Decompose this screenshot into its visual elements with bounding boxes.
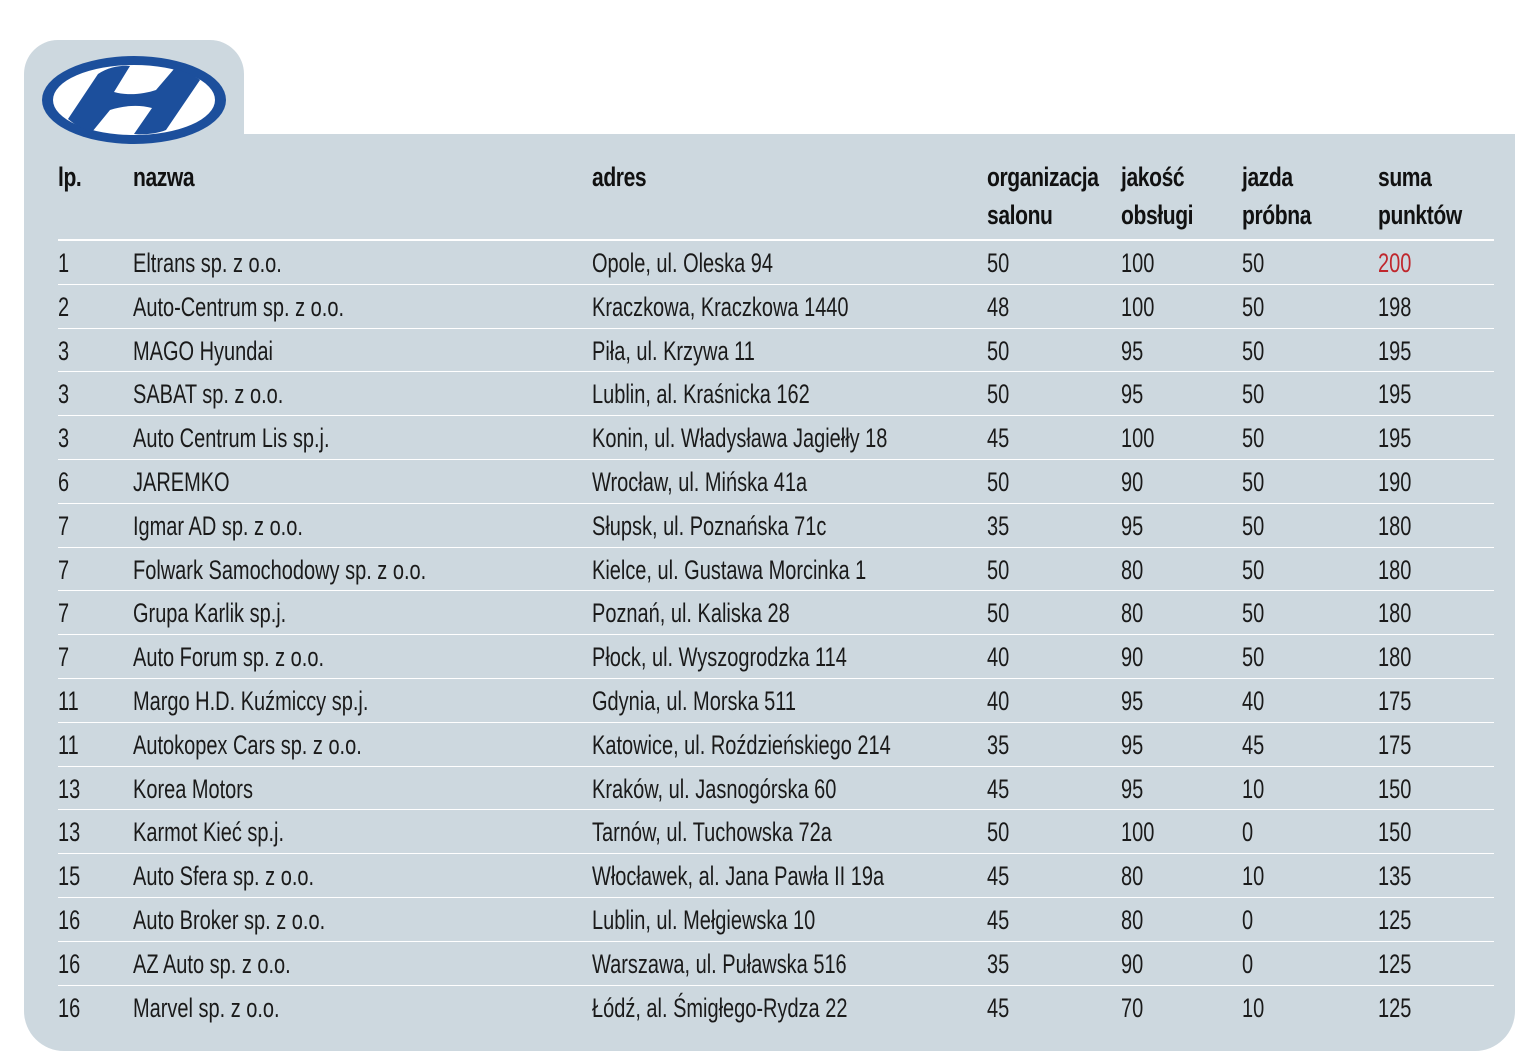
cell-jakosc: 95 <box>1121 729 1144 760</box>
cell-suma: 180 <box>1378 598 1412 629</box>
cell-lp: 11 <box>58 685 79 716</box>
cell-nazwa: Folwark Samochodowy sp. z o.o. <box>133 554 427 585</box>
cell-jakosc: 90 <box>1121 466 1144 497</box>
table-row <box>58 810 1494 854</box>
cell-jakosc: 90 <box>1121 948 1144 979</box>
cell-suma: 125 <box>1378 948 1412 979</box>
cell-organizacja: 40 <box>987 642 1010 673</box>
cell-nazwa: SABAT sp. z o.o. <box>133 379 284 410</box>
cell-lp: 1 <box>58 248 70 278</box>
cell-adres: Warszawa, ul. Puławska 516 <box>592 948 847 979</box>
cell-nazwa: AZ Auto sp. z o.o. <box>133 948 291 979</box>
cell-nazwa: Autokopex Cars sp. z o.o. <box>133 729 362 760</box>
cell-adres: Tarnów, ul. Tuchowska 72a <box>592 817 832 848</box>
header-nazwa: nazwa <box>133 162 195 192</box>
cell-organizacja: 50 <box>987 248 1010 278</box>
table-row <box>58 504 1494 548</box>
table-row <box>58 548 1494 592</box>
table-row <box>58 241 1494 285</box>
cell-adres: Włocławek, al. Jana Pawła II 19a <box>592 861 885 892</box>
cell-jakosc: 100 <box>1121 248 1155 278</box>
cell-jazda: 10 <box>1242 773 1265 804</box>
table-row <box>58 898 1494 942</box>
cell-jazda: 50 <box>1242 379 1265 410</box>
cell-jazda: 50 <box>1242 598 1265 629</box>
cell-organizacja: 45 <box>987 861 1010 892</box>
cell-organizacja: 35 <box>987 948 1010 979</box>
cell-adres: Łódź, al. Śmigłego-Rydza 22 <box>592 992 848 1023</box>
cell-suma: 198 <box>1378 291 1412 322</box>
header-organizacja <box>987 158 1099 234</box>
cell-organizacja: 45 <box>987 992 1010 1023</box>
cell-lp: 16 <box>58 992 81 1023</box>
cell-jakosc: 95 <box>1121 379 1144 410</box>
table-row <box>58 460 1494 504</box>
cell-jazda: 50 <box>1242 466 1265 497</box>
cell-jazda: 50 <box>1242 642 1265 673</box>
cell-suma: 180 <box>1378 554 1412 585</box>
cell-suma: 180 <box>1378 642 1412 673</box>
hyundai-logo <box>36 50 232 150</box>
cell-nazwa: Auto Sfera sp. z o.o. <box>133 861 315 892</box>
table-row <box>58 854 1494 898</box>
cell-organizacja: 35 <box>987 729 1010 760</box>
cell-jakosc: 95 <box>1121 773 1144 804</box>
cell-adres: Gdynia, ul. Morska 511 <box>592 685 796 716</box>
cell-adres: Piła, ul. Krzywa 11 <box>592 335 755 366</box>
cell-lp: 11 <box>58 729 79 760</box>
header-org-line1: organizacja <box>987 162 1099 192</box>
cell-jakosc: 95 <box>1121 685 1144 716</box>
table-header <box>58 152 1494 241</box>
cell-nazwa: Korea Motors <box>133 773 253 804</box>
header-adres: adres <box>592 162 647 192</box>
cell-suma: 195 <box>1378 335 1412 366</box>
table-row <box>58 723 1494 767</box>
cell-jakosc: 100 <box>1121 817 1155 848</box>
cell-adres: Poznań, ul. Kaliska 28 <box>592 598 790 629</box>
cell-lp: 16 <box>58 904 81 935</box>
table-row <box>58 416 1494 460</box>
cell-nazwa: Auto Broker sp. z o.o. <box>133 904 326 935</box>
cell-organizacja: 35 <box>987 510 1010 541</box>
header-jak-line1: jakość <box>1121 162 1185 192</box>
table-row <box>58 986 1494 1029</box>
table-body <box>58 241 1494 1028</box>
cell-nazwa: JAREMKO <box>133 466 230 497</box>
cell-suma: 190 <box>1378 466 1412 497</box>
cell-organizacja: 50 <box>987 817 1010 848</box>
cell-jazda: 40 <box>1242 685 1265 716</box>
cell-lp: 13 <box>58 817 81 848</box>
cell-adres: Konin, ul. Władysława Jagiełły 18 <box>592 423 888 454</box>
header-suma <box>1378 158 1462 234</box>
cell-nazwa: Auto Forum sp. z o.o. <box>133 642 325 673</box>
cell-lp: 7 <box>58 510 70 541</box>
cell-jakosc: 95 <box>1121 510 1144 541</box>
header-jaz-line1: jazda <box>1242 162 1293 192</box>
cell-organizacja: 50 <box>987 598 1010 629</box>
cell-suma: 150 <box>1378 817 1412 848</box>
cell-adres: Kraczkowa, Kraczkowa 1440 <box>592 291 849 322</box>
cell-organizacja: 45 <box>987 904 1010 935</box>
cell-nazwa: Auto Centrum Lis sp.j. <box>133 423 330 454</box>
cell-jazda: 50 <box>1242 248 1265 278</box>
cell-suma: 125 <box>1378 904 1412 935</box>
cell-nazwa: Marvel sp. z o.o. <box>133 992 280 1023</box>
cell-adres: Kielce, ul. Gustawa Morcinka 1 <box>592 554 867 585</box>
table-row <box>58 635 1494 679</box>
cell-jazda: 0 <box>1242 817 1254 848</box>
cell-adres: Wrocław, ul. Mińska 41a <box>592 466 808 497</box>
cell-suma: 195 <box>1378 423 1412 454</box>
cell-lp: 15 <box>58 861 81 892</box>
cell-jazda: 10 <box>1242 992 1265 1023</box>
ranking-table <box>58 152 1494 1028</box>
cell-jakosc: 70 <box>1121 992 1144 1023</box>
cell-jakosc: 100 <box>1121 291 1155 322</box>
cell-organizacja: 45 <box>987 423 1010 454</box>
cell-adres: Lublin, al. Kraśnicka 162 <box>592 379 810 410</box>
table-row <box>58 285 1494 329</box>
header-jakosc <box>1121 158 1193 234</box>
cell-suma: 175 <box>1378 685 1412 716</box>
cell-adres: Słupsk, ul. Poznańska 71c <box>592 510 827 541</box>
cell-suma: 125 <box>1378 992 1412 1023</box>
cell-lp: 7 <box>58 598 70 629</box>
cell-lp: 3 <box>58 423 70 454</box>
header-sum-line2: punktów <box>1378 200 1462 230</box>
cell-nazwa: Auto-Centrum sp. z o.o. <box>133 291 344 322</box>
cell-jazda: 0 <box>1242 948 1254 979</box>
cell-jazda: 0 <box>1242 904 1254 935</box>
header-org-line2: salonu <box>987 200 1053 230</box>
table-row <box>58 767 1494 811</box>
cell-adres: Katowice, ul. Roździeńskiego 214 <box>592 729 891 760</box>
cell-nazwa: Igmar AD sp. z o.o. <box>133 510 303 541</box>
cell-jazda: 50 <box>1242 510 1265 541</box>
cell-lp: 3 <box>58 335 70 366</box>
cell-suma: 180 <box>1378 510 1412 541</box>
cell-organizacja: 48 <box>987 291 1010 322</box>
cell-nazwa: MAGO Hyundai <box>133 335 273 366</box>
cell-lp: 7 <box>58 554 70 585</box>
cell-jakosc: 100 <box>1121 423 1155 454</box>
table-row <box>58 679 1494 723</box>
header-lp: lp. <box>58 162 82 192</box>
cell-lp: 13 <box>58 773 81 804</box>
cell-adres: Lublin, ul. Mełgiewska 10 <box>592 904 816 935</box>
cell-lp: 3 <box>58 379 70 410</box>
table-row <box>58 329 1494 373</box>
cell-organizacja: 50 <box>987 466 1010 497</box>
cell-organizacja: 45 <box>987 773 1010 804</box>
cell-jakosc: 95 <box>1121 335 1144 366</box>
header-sum-line1: suma <box>1378 162 1432 192</box>
cell-lp: 2 <box>58 291 70 322</box>
cell-nazwa: Grupa Karlik sp.j. <box>133 598 287 629</box>
table-row <box>58 372 1494 416</box>
cell-suma: 195 <box>1378 379 1412 410</box>
cell-adres: Opole, ul. Oleska 94 <box>592 248 774 278</box>
cell-lp: 16 <box>58 948 81 979</box>
cell-jazda: 50 <box>1242 423 1265 454</box>
table-row <box>58 942 1494 986</box>
cell-lp: 7 <box>58 642 70 673</box>
cell-adres: Płock, ul. Wyszogrodzka 114 <box>592 642 847 673</box>
cell-jazda: 50 <box>1242 335 1265 366</box>
cell-jakosc: 80 <box>1121 861 1144 892</box>
cell-suma: 175 <box>1378 729 1412 760</box>
cell-organizacja: 50 <box>987 554 1010 585</box>
cell-jazda: 45 <box>1242 729 1265 760</box>
cell-suma: 135 <box>1378 861 1412 892</box>
cell-jakosc: 80 <box>1121 598 1144 629</box>
cell-lp: 6 <box>58 466 70 497</box>
table-row <box>58 591 1494 635</box>
cell-jazda: 50 <box>1242 291 1265 322</box>
cell-organizacja: 50 <box>987 379 1010 410</box>
cell-nazwa: Karmot Kieć sp.j. <box>133 817 285 848</box>
cell-jazda: 10 <box>1242 861 1265 892</box>
cell-suma: 150 <box>1378 773 1412 804</box>
cell-nazwa: Margo H.D. Kuźmiccy sp.j. <box>133 685 369 716</box>
cell-adres: Kraków, ul. Jasnogórska 60 <box>592 773 837 804</box>
cell-organizacja: 40 <box>987 685 1010 716</box>
cell-jazda: 50 <box>1242 554 1265 585</box>
cell-suma: 200 <box>1378 248 1412 278</box>
cell-jakosc: 80 <box>1121 904 1144 935</box>
header-jazda <box>1242 158 1311 234</box>
header-jak-line2: obsługi <box>1121 200 1194 230</box>
cell-jakosc: 90 <box>1121 642 1144 673</box>
cell-nazwa: Eltrans sp. z o.o. <box>133 248 282 278</box>
cell-organizacja: 50 <box>987 335 1010 366</box>
header-jaz-line2: próbna <box>1242 200 1312 230</box>
cell-jakosc: 80 <box>1121 554 1144 585</box>
